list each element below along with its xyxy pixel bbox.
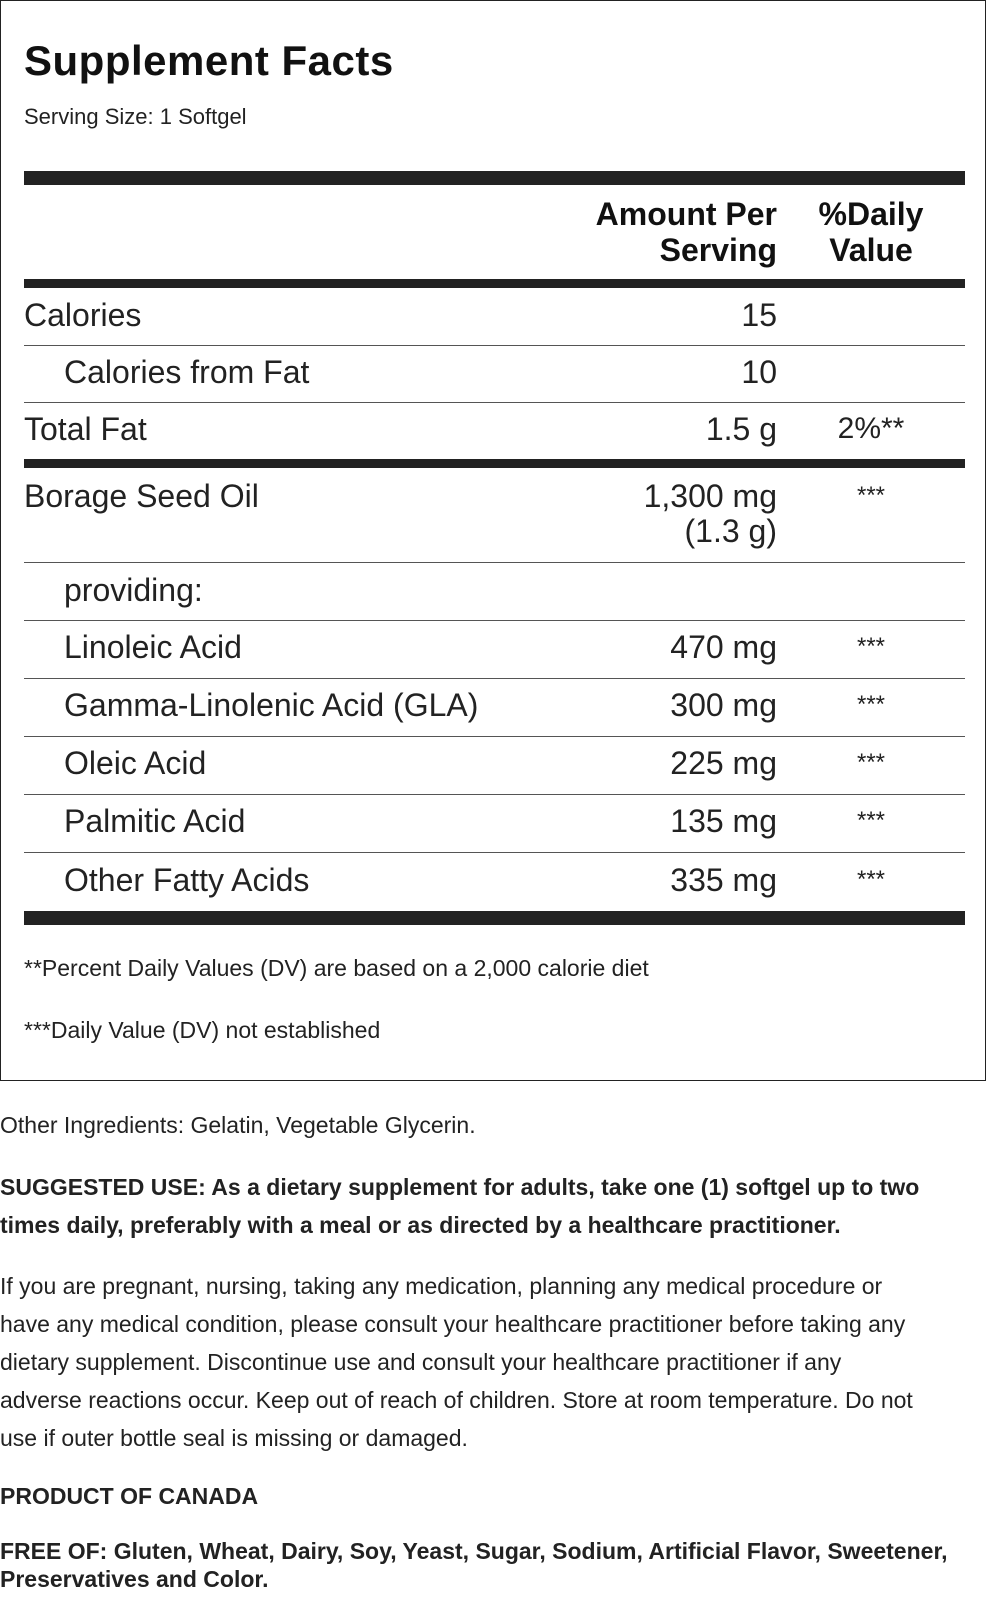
warning-text: If you are pregnant, nursing, taking any medication, planning any medical procedure or have any medical condition, please consult your healthcare practitioner before taking any dietary supplement. Discontinue use and consult your healthcare practitioner if any adverse reactions occur. Keep out of reach of children. Store at room temperature. Do not use if outer bottle seal is missing or damaged. — [0, 1273, 913, 1451]
row-name: Palmitic Acid — [64, 803, 246, 839]
mid-thick-rule — [24, 459, 965, 468]
row-amount: 10 — [741, 354, 777, 390]
free-of-list: FREE OF: Gluten, Wheat, Dairy, Soy, Yeast, Sugar, Sodium, Artificial Flavor, Sweetener, Preservatives and Color. — [0, 1538, 948, 1592]
row-amount: 300 mg — [670, 687, 777, 723]
header-daily-value: %Daily Value — [818, 196, 924, 268]
row-daily-value: *** — [856, 807, 886, 834]
footnote-dv-not-established: ***Daily Value (DV) not established — [24, 1017, 381, 1043]
row-amount-secondary: (1.3 g) — [684, 513, 777, 549]
row-divider — [24, 852, 965, 853]
row-amount: 15 — [741, 297, 777, 333]
header-rule — [24, 279, 965, 288]
bottom-thick-rule — [24, 911, 965, 925]
row-amount: 225 mg — [670, 745, 777, 781]
row-amount: 1,300 mg — [643, 478, 777, 514]
panel-title: Supplement Facts — [24, 37, 394, 84]
other-ingredients: Other Ingredients: Gelatin, Vegetable Glycerin. — [0, 1112, 476, 1138]
row-divider — [24, 736, 965, 737]
row-name: Total Fat — [24, 411, 147, 447]
row-divider — [24, 678, 965, 679]
row-divider — [24, 402, 965, 403]
row-divider — [24, 620, 965, 621]
row-divider — [24, 794, 965, 795]
row-name: Borage Seed Oil — [24, 478, 259, 514]
serving-size: Serving Size: 1 Softgel — [24, 104, 247, 129]
row-name: Oleic Acid — [64, 745, 207, 781]
row-amount: 135 mg — [670, 803, 777, 839]
row-divider — [24, 345, 965, 346]
row-name: Other Fatty Acids — [64, 862, 310, 898]
top-thick-rule — [24, 171, 965, 185]
suggested-use: SUGGESTED USE: As a dietary supplement for adults, take one (1) softgel up to two times daily, preferably with a meal or as directed by a healthcare practitioner. — [0, 1174, 920, 1238]
row-name: Linoleic Acid — [64, 629, 242, 665]
row-daily-value: *** — [856, 866, 886, 893]
row-name: Calories from Fat — [64, 354, 310, 390]
row-name: providing: — [64, 572, 203, 608]
row-daily-value: *** — [856, 482, 886, 509]
row-name: Calories — [24, 297, 142, 333]
row-amount: 470 mg — [670, 629, 777, 665]
row-daily-value: *** — [856, 749, 886, 776]
header-amount: Amount Per Serving — [595, 196, 777, 268]
row-daily-value: *** — [856, 633, 886, 660]
row-divider — [24, 562, 965, 563]
footnote-percent-dv: **Percent Daily Values (DV) are based on a 2,000 calorie diet — [24, 955, 649, 981]
row-amount: 335 mg — [670, 862, 777, 898]
row-name: Gamma-Linolenic Acid (GLA) — [64, 687, 479, 723]
row-daily-value: 2%** — [837, 412, 905, 445]
row-amount: 1.5 g — [705, 411, 777, 447]
row-daily-value: *** — [856, 691, 886, 718]
product-origin: PRODUCT OF CANADA — [0, 1483, 259, 1509]
